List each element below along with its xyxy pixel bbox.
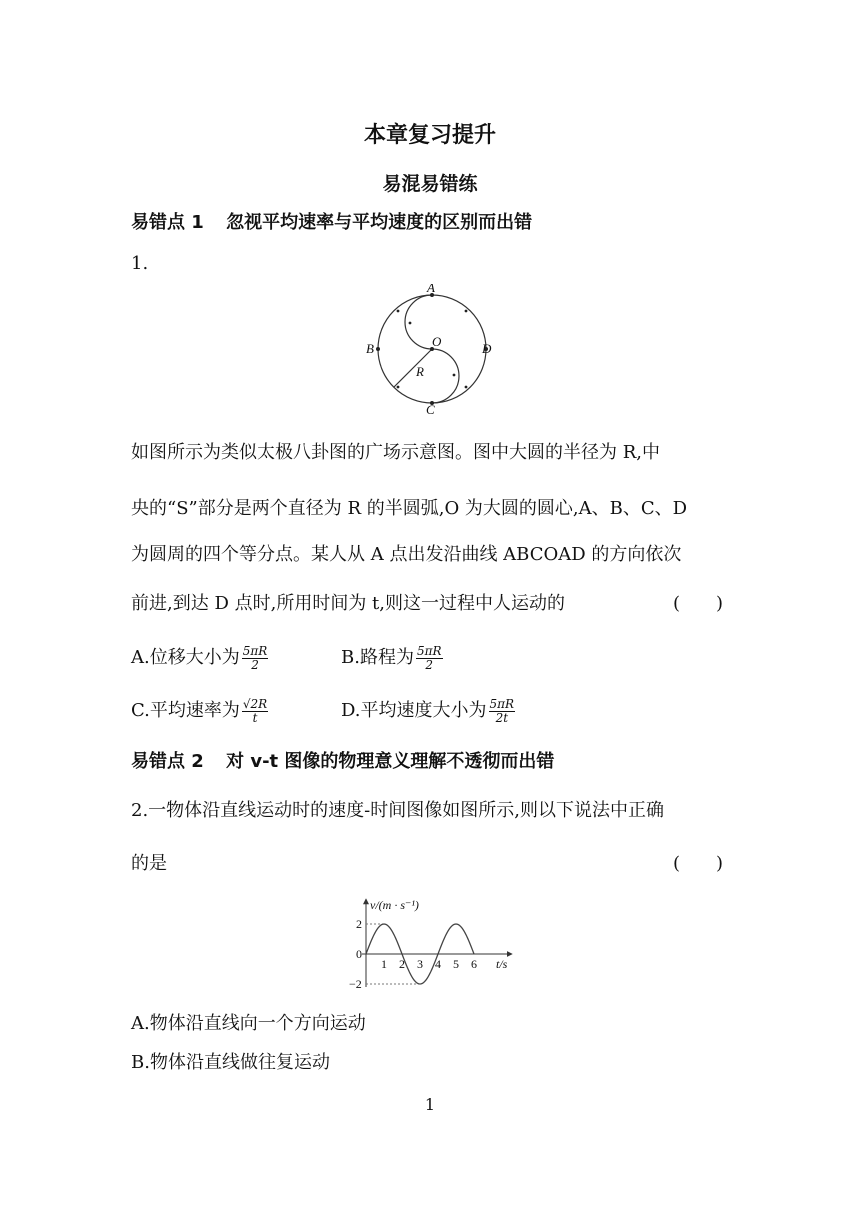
question-2-line-2: 的是: [131, 853, 167, 874]
option-c-numerator: √2R: [242, 696, 268, 711]
question-1-line-2: 央的“S”部分是两个直径为 R 的半圆弧,O 为大圆的圆心,A、B、C、D: [131, 498, 688, 519]
label-b: B: [366, 341, 374, 356]
option-b: [341, 643, 443, 672]
x-tick-6: 6: [471, 957, 477, 971]
question-1-line-1: 如图所示为类似太极八卦图的广场示意图。图中大圆的半径为 R,中: [131, 442, 660, 463]
error-point-1-label: 易错点 1: [131, 212, 204, 233]
arrow-dot-5: [397, 386, 400, 389]
option-b-denominator: 2: [425, 657, 434, 672]
option-a-denominator: 2: [251, 657, 259, 672]
question-1-line-3: 为圆周的四个等分点。某人从 A 点出发沿曲线 ABCOAD 的方向依次: [131, 544, 682, 565]
option-d-numerator: 5πR: [489, 696, 515, 711]
option-2b: B.物体沿直线做往复运动: [131, 1052, 330, 1073]
taiji-figure: [360, 284, 500, 416]
section-title: 易混易错练: [382, 173, 478, 195]
option-a: [131, 643, 268, 672]
arrow-dot-4: [453, 374, 456, 377]
y-axis-label: v/(m · s⁻¹): [370, 898, 419, 912]
option-d-denominator: 2t: [495, 710, 509, 725]
radius-line: [394, 349, 432, 387]
error-point-2-label: 易错点 2: [131, 751, 204, 772]
page-title: 本章复习提升: [363, 123, 496, 148]
option-a-fraction: [242, 645, 269, 672]
question-2-line-1: 2.一物体沿直线运动时的速度-时间图像如图所示,则以下说法中正确: [131, 800, 664, 821]
label-o: O: [432, 334, 442, 349]
option-c-denominator: t: [252, 710, 258, 725]
y-tick-neg2: −2: [349, 977, 362, 991]
x-tick-5: 5: [453, 957, 459, 971]
arrow-dot-2: [465, 310, 468, 313]
option-b-fraction: [416, 645, 443, 672]
x-tick-2: 2: [399, 957, 405, 971]
arrow-dot-6: [465, 386, 468, 389]
error-point-1-heading: [131, 208, 532, 234]
option-d: [341, 696, 515, 725]
option-c-label: C.平均速率为: [131, 700, 240, 721]
point-b-dot: [376, 347, 380, 351]
option-b-numerator: 5πR: [416, 643, 442, 658]
arrow-dot-1: [397, 310, 400, 313]
x-axis-label: t/s: [496, 957, 508, 971]
option-d-fraction: [489, 698, 516, 725]
question-1-answer-bracket: ( ): [673, 593, 724, 614]
option-a-numerator: 5πR: [242, 643, 268, 658]
question-1-number: 1.: [131, 253, 149, 274]
option-c-fraction: [242, 698, 268, 725]
error-point-2-title: 对 v-t 图像的物理意义理解不透彻而出错: [226, 751, 555, 772]
page-number: 1: [424, 1095, 436, 1114]
vt-graph: [340, 895, 520, 995]
option-d-label: D.平均速度大小为: [341, 700, 487, 721]
x-tick-3: 3: [417, 957, 423, 971]
question-1-line-4: 前进,到达 D 点时,所用时间为 t,则这一过程中人运动的: [131, 593, 565, 614]
option-c: [131, 696, 268, 725]
option-b-label: B.路程为: [341, 647, 414, 668]
option-a-label: A.位移大小为: [131, 647, 240, 668]
option-2a: A.物体沿直线向一个方向运动: [131, 1013, 366, 1034]
label-a: A: [427, 284, 435, 295]
label-r: R: [416, 364, 424, 379]
question-2-answer-bracket: ( ): [673, 853, 724, 874]
error-point-2-heading: [131, 747, 554, 773]
label-d: D: [482, 341, 492, 356]
x-tick-1: 1: [381, 957, 387, 971]
x-tick-4: 4: [435, 957, 441, 971]
y-tick-0: 0: [356, 947, 362, 961]
label-c: C: [426, 402, 435, 416]
arrow-dot-3: [409, 322, 412, 325]
y-tick-2: 2: [356, 917, 362, 931]
error-point-1-title: 忽视平均速率与平均速度的区别而出错: [226, 212, 533, 233]
